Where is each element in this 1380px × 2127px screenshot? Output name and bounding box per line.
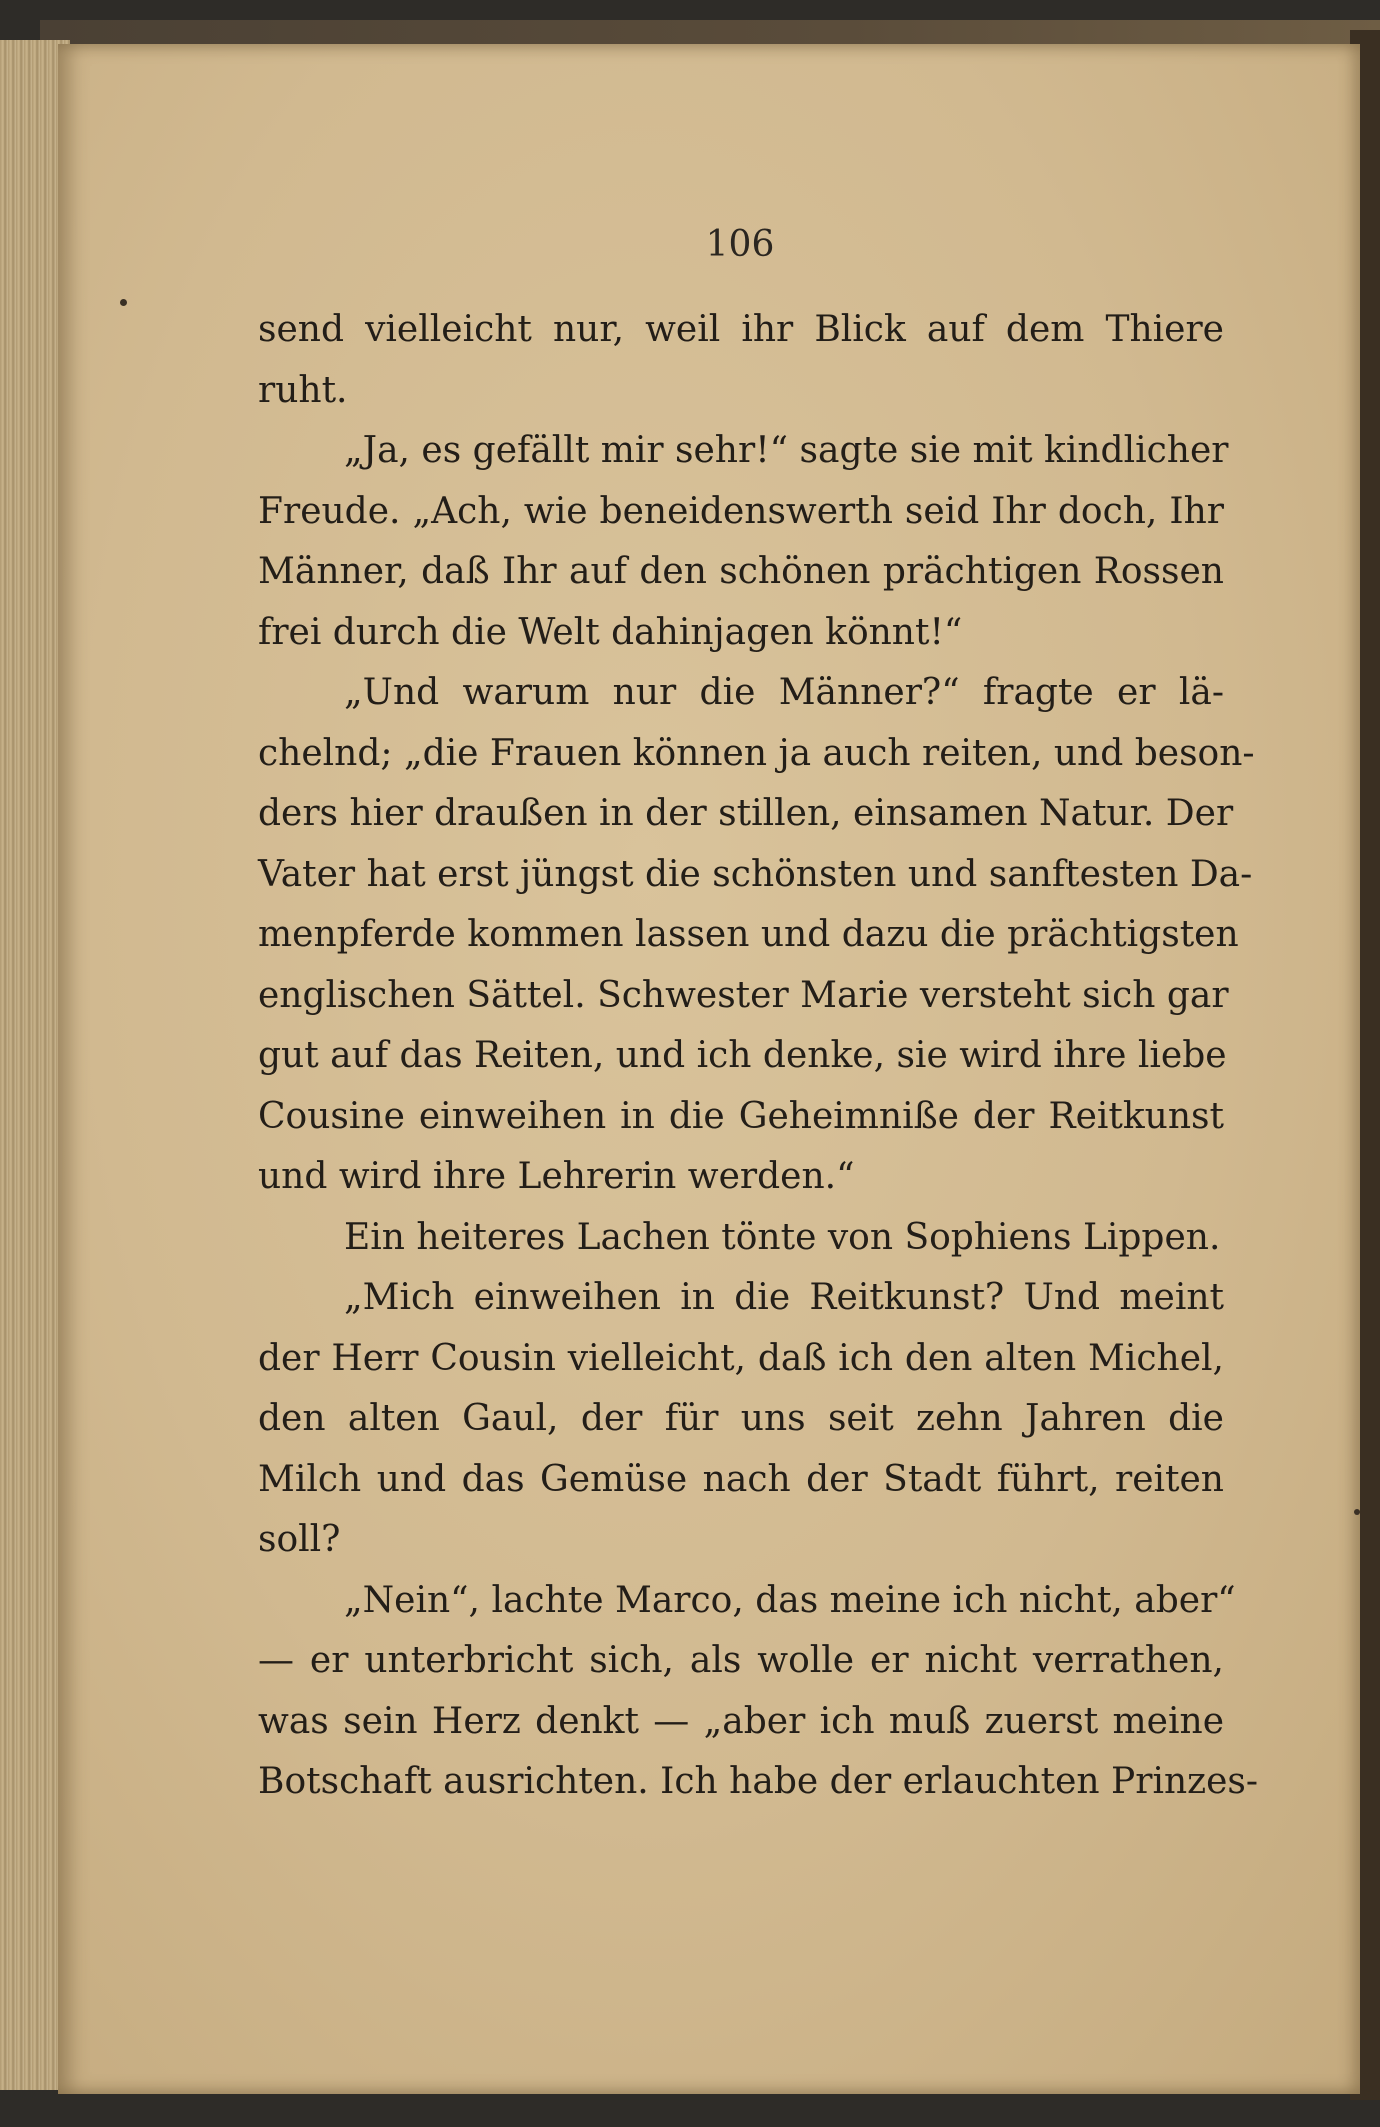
text-line: den alten Gaul, der für uns seit zehn Jahren die [258,1398,1224,1439]
ink-speck [120,299,127,306]
text-line: menpferde kommen lassen und dazu die prächtigsten [258,914,1239,955]
text-line: „Mich einweihen in die Reitkunst? Und meint [344,1277,1224,1318]
text-line: „Nein“, lachte Marco, das meine ich nicht, aber“ [344,1579,1236,1621]
text-line: Cousine einweihen in die Geheimniße der Reitkunst [258,1095,1224,1137]
text-line: frei durch die Welt dahinjagen könnt!“ [258,611,963,653]
text-line: Männer, daß Ihr auf den schönen prächtigen Rossen [258,551,1224,592]
text-line: soll? [258,1519,341,1560]
text-line: send vielleicht nur, weil ihr Blick auf dem Thiere [258,309,1224,350]
text-line: Ein heiteres Lachen tönte von Sophiens Lippen. [344,1216,1221,1258]
text-line: Freude. „Ach, wie beneidenswerth seid Ihr doch, Ihr [258,490,1224,532]
text-line: „Und warum nur die Männer?“ fragte er lä- [344,672,1224,713]
text-line: was sein Herz denkt — „aber ich muß zuerst meine [258,1700,1224,1742]
body-text [258,300,1259,1813]
text-line: „Ja, es gefällt mir sehr!“ sagte sie mit kindlicher [344,430,1229,471]
text-line: ruht. [258,369,348,411]
text-line: ders hier draußen in der stillen, einsamen Natur. Der [258,793,1234,834]
text-line: Botschaft ausrichten. Ich habe der erlauchten Prinzes- [258,1761,1259,1802]
text-line: Vater hat erst jüngst die schönsten und sanftesten Da- [258,853,1253,895]
text-line: chelnd; „die Frauen können ja auch reiten, und beson- [258,732,1255,774]
text-line: der Herr Cousin vielleicht, daß ich den alten Michel, [258,1337,1224,1379]
text-line: gut auf das Reiten, und ich denke, sie wird ihre liebe [258,1035,1227,1076]
page-number: 106 [705,224,775,265]
text-line: — er unterbricht sich, als wolle er nicht verrathen, [258,1640,1224,1681]
text-line: Milch und das Gemüse nach der Stadt führt, reiten [258,1458,1224,1500]
text-line: und wird ihre Lehrerin werden.“ [258,1156,855,1197]
ink-speck [1354,1509,1360,1515]
text-line: englischen Sättel. Schwester Marie versteht sich gar [258,974,1229,1016]
